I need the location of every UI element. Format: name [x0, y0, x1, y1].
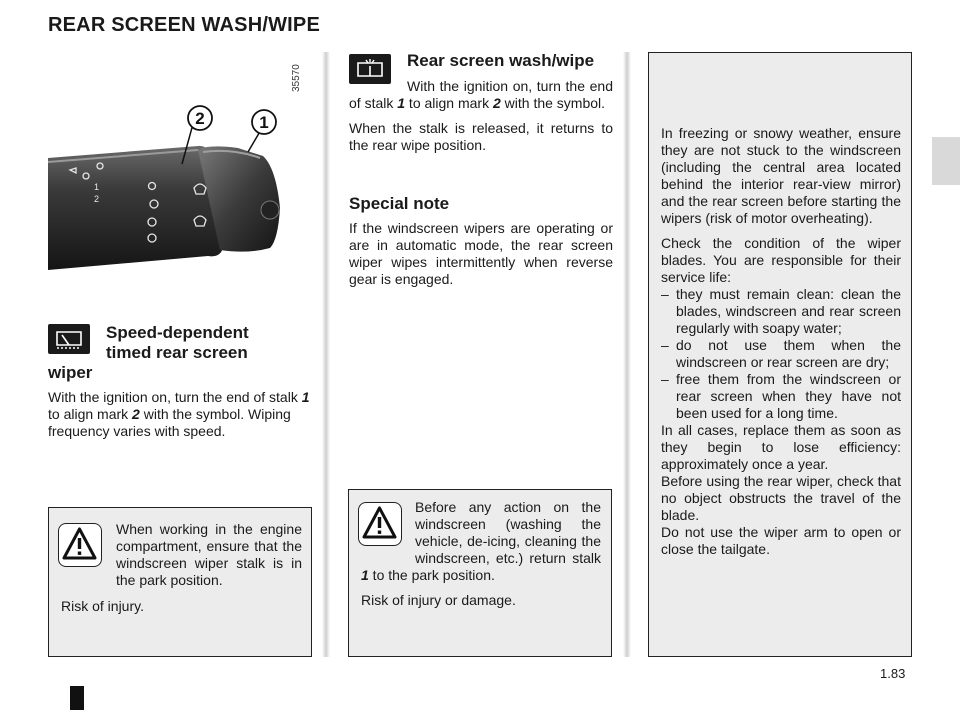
list-item: – they must remain clean: clean the blades, windscreen and rear screen regularly with soapy water;: [661, 286, 901, 336]
wash-return-text: When the stalk is released, it returns to the rear wipe position.: [349, 120, 613, 153]
mark-ref: 2: [132, 406, 140, 422]
info-freezing: In freezing or snowy weather, ensure they are not stuck to the windscreen (including the central area located behind the interior rear-view mirror) and the rear screen before starting the wipers (risk of motor overheating).: [661, 125, 901, 226]
speed-heading-line1: Speed-dependent: [106, 323, 249, 342]
wiper-stalk-photo: [48, 98, 312, 298]
stalk-ref: 1: [301, 389, 310, 405]
blade-care-list: [661, 286, 901, 422]
info-box-content: [661, 125, 901, 566]
photo-reference-number: 35570: [291, 64, 302, 92]
special-note-heading: Special note: [349, 194, 450, 213]
svg-text:2: 2: [94, 194, 100, 204]
speed-body: With the ignition on, turn the end of stalk 1 to align mark 2 with the symbol. Wiping frequency varies with speed.: [48, 389, 310, 439]
rear-wiper-intermittent-icon: [48, 324, 90, 354]
info-replace: In all cases, replace them as soon as they begin to lose efficiency: approximately once a year.: [661, 422, 901, 472]
warning-left-text: When working in the engine compartment, ensure that the windscreen wiper stalk is in the park position.: [116, 521, 302, 588]
column-divider: [322, 52, 330, 657]
list-item: – free them from the windscreen or rear screen when they have not been used for a long time.: [661, 371, 901, 421]
warning-box-left: [48, 507, 312, 657]
info-check-blades: Check the condition of the wiper blades. You are responsible for their service life:: [661, 235, 901, 285]
info-tailgate: Do not use the wiper arm to open or close the tailgate.: [661, 524, 901, 557]
page-number: 1.83: [880, 666, 906, 681]
info-box-right: [648, 52, 912, 657]
warning-middle-note: Risk of injury or damage.: [361, 592, 516, 608]
special-note-text: If the windscreen wipers are operating or are in automatic mode, the rear screen wiper wipes intermittently when reverse gear is engaged.: [349, 220, 613, 287]
speed-heading-line2: timed rear screen: [106, 343, 248, 362]
warning-box-middle: [348, 489, 612, 657]
warning-triangle-icon: [58, 523, 102, 567]
info-rear-wiper-check: Before using the rear wiper, check that no object obstructs the travel of the blade.: [661, 473, 901, 523]
column-divider: [623, 52, 631, 657]
wiper-stalk-illustration: [48, 98, 312, 298]
warning-middle-body: Before any action on the windscreen (washing the vehicle, de-icing, cleaning the windscreen, etc.) return stalk 1 to the park position. Risk of injury or damage.: [361, 499, 601, 608]
wash-heading: Rear screen wash/wipe: [407, 51, 595, 70]
page-title: REAR SCREEN WASH/WIPE: [48, 14, 321, 36]
list-item: – do not use them when the windscreen or rear screen are dry;: [661, 337, 901, 370]
callout-1: 1: [259, 113, 269, 132]
crop-mark: [70, 686, 84, 710]
wash-body: With the ignition on, turn the end of stalk 1 to align mark 2 with the symbol. When the stalk is released, it returns to the rear wipe position.: [349, 78, 613, 153]
svg-text:1: 1: [94, 182, 100, 192]
section-tab-marker: [932, 137, 960, 185]
warning-left-note: Risk of injury.: [61, 598, 144, 614]
callout-2: 2: [195, 109, 205, 128]
speed-heading-line3: wiper: [48, 363, 93, 382]
